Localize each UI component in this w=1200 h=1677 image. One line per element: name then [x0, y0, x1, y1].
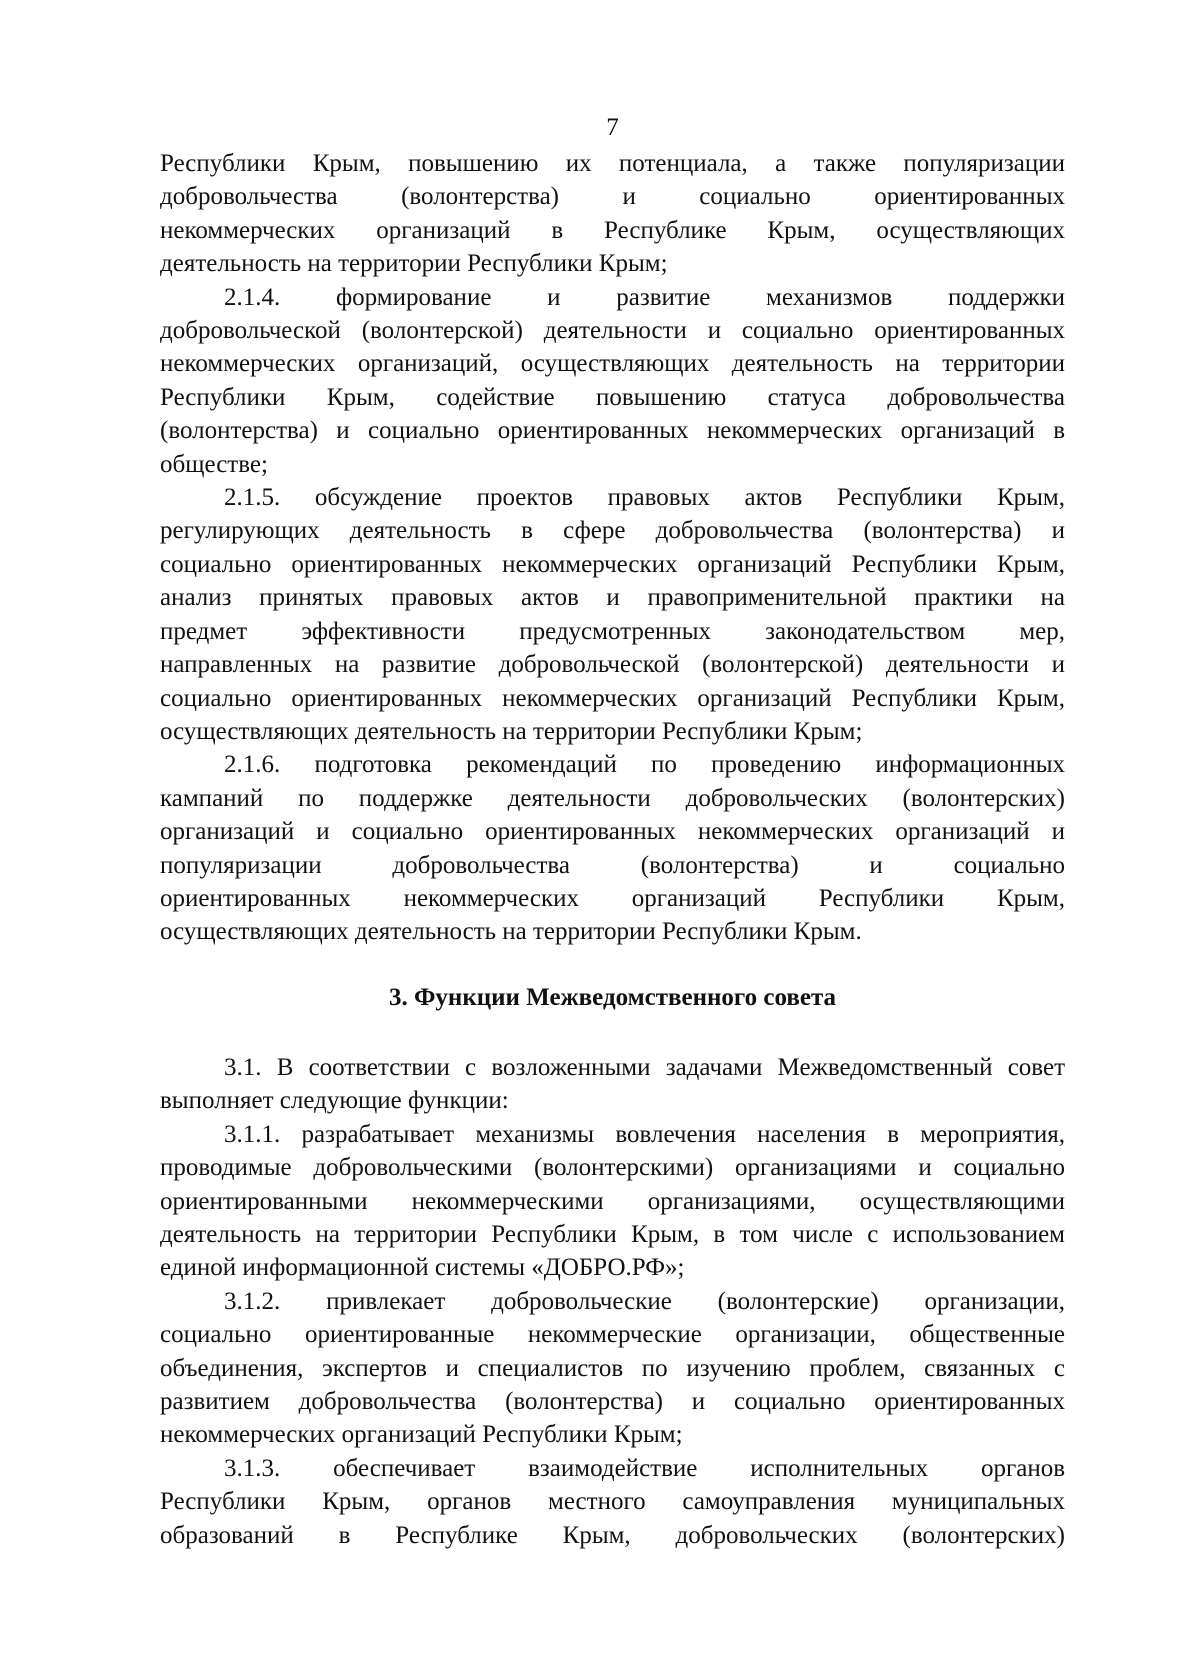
- text-line: Республики Крым, содействие повышению статуса добровольчества: [160, 383, 1065, 411]
- text-line: 2.1.4. формирование и развитие механизмов поддержки: [224, 283, 1065, 311]
- text-line: 3.1.1. разрабатывает механизмы вовлечения населения в мероприятия,: [224, 1120, 1065, 1148]
- text-line: осуществляющих деятельность на территории Республики Крым.: [160, 918, 862, 946]
- text-line: направленных на развитие добровольческой (волонтерской) деятельности и: [160, 651, 1065, 679]
- page-number: 7: [606, 114, 619, 141]
- text-line: социально ориентированные некоммерческие организации, общественные: [160, 1321, 1065, 1349]
- text-line: популяризации добровольчества (волонтерства) и социально: [160, 851, 1065, 879]
- text-line: 2.1.6. подготовка рекомендаций по проведению информационных: [224, 751, 1065, 779]
- text-line: добровольческой (волонтерской) деятельности и социально ориентированных: [160, 317, 1065, 345]
- text-line: образований в Республике Крым, добровольческих (волонтерских): [160, 1521, 1065, 1549]
- text-line: осуществляющих деятельность на территории Республики Крым;: [160, 717, 863, 745]
- text-line: социально ориентированных некоммерческих организаций Республики Крым,: [160, 684, 1065, 712]
- text-line: 3.1.3. обеспечивает взаимодействие исполнительных органов: [224, 1454, 1065, 1482]
- text-line: анализ принятых правовых актов и правоприменительной практики на: [160, 584, 1065, 612]
- text-line: единой информационной системы «ДОБРО.РФ»;: [160, 1254, 685, 1282]
- text-line: 3.1. В соответствии с возложенными задачами Межведомственный совет: [224, 1054, 1065, 1081]
- text-line: 2.1.5. обсуждение проектов правовых актов Республики Крым,: [224, 484, 1065, 512]
- text-line: проводимые добровольческими (волонтерскими) организациями и социально: [160, 1154, 1065, 1182]
- text-line: организаций и социально ориентированных некоммерческих организаций и: [160, 818, 1065, 846]
- text-line: некоммерческих организаций Республики Крым;: [160, 1421, 683, 1449]
- text-line: обществе;: [160, 450, 268, 478]
- text-line: Республики Крым, органов местного самоуправления муниципальных: [160, 1488, 1065, 1516]
- text-line: регулирующих деятельность в сфере добровольчества (волонтерства) и: [160, 517, 1065, 545]
- text-line: развитием добровольчества (волонтерства) и социально ориентированных: [160, 1388, 1065, 1416]
- document-body-bottom: [160, 1051, 1065, 1552]
- text-line: Республики Крым, повышению их потенциала, а также популяризации: [160, 150, 1065, 177]
- text-line: объединения, экспертов и специалистов по изучению проблем, связанных с: [160, 1354, 1065, 1382]
- text-line: предмет эффективности предусмотренных законодательством мер,: [160, 617, 1065, 645]
- section-heading: 3. Функции Межведомственного совета: [388, 984, 837, 1011]
- text-line: социально ориентированных некоммерческих организаций Республики Крым,: [160, 550, 1065, 578]
- text-line: (волонтерства) и социально ориентированных некоммерческих организаций в: [160, 417, 1065, 445]
- document-page: [160, 0, 1065, 1677]
- text-line: ориентированными некоммерческими организациями, осуществляющими: [160, 1187, 1065, 1215]
- text-line: 3.1.2. привлекает добровольческие (волонтерские) организации,: [224, 1287, 1065, 1315]
- text-line: деятельность на территории Республики Крым, в том числе с использованием: [160, 1221, 1065, 1249]
- text-line: добровольчества (волонтерства) и социально ориентированных: [160, 183, 1065, 211]
- text-line: деятельность на территории Республики Крым;: [160, 250, 668, 278]
- text-line: кампаний по поддержке деятельности добровольческих (волонтерских): [160, 784, 1065, 812]
- text-line: ориентированных некоммерческих организаций Республики Крым,: [160, 884, 1065, 912]
- text-line: выполняет следующие функции:: [160, 1087, 509, 1115]
- text-line: некоммерческих организаций, осуществляющих деятельность на территории: [160, 350, 1065, 378]
- text-line: некоммерческих организаций в Республике Крым, осуществляющих: [160, 216, 1065, 244]
- document-body-top: [160, 147, 1065, 949]
